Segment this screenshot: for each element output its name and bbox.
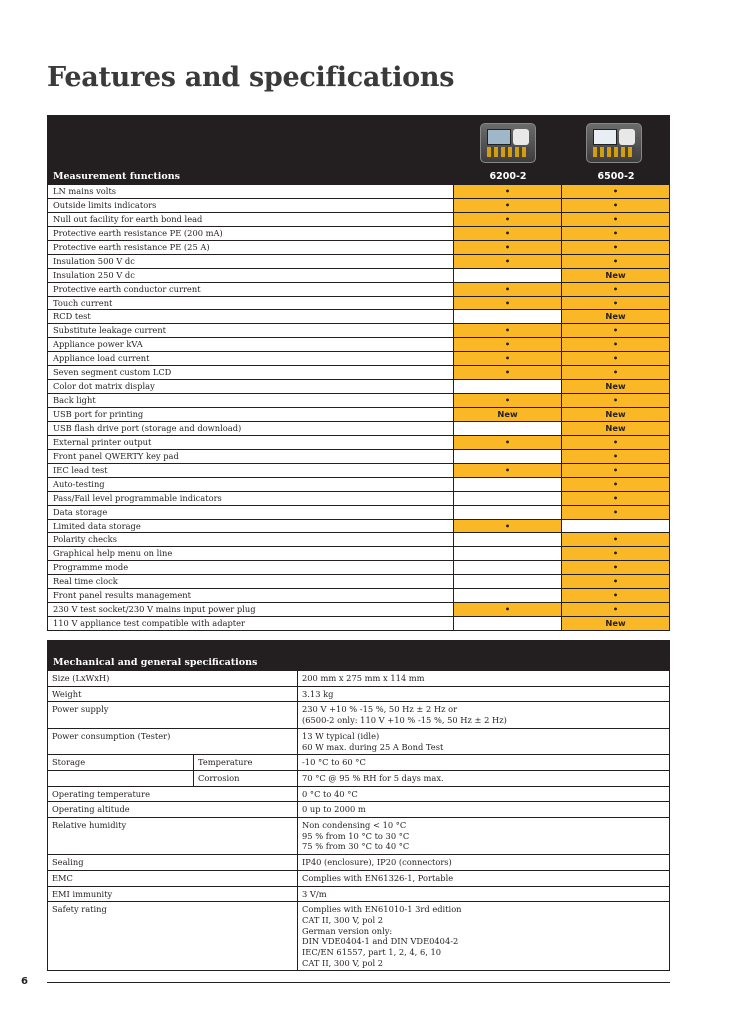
feature-label: Front panel QWERTY key pad [47,450,454,463]
measurement-functions-heading: Measurement functions [53,171,180,182]
spec-label: EMI immunity [48,887,298,902]
table-row [47,506,670,520]
cell-6200-2: • [454,255,562,268]
measurement-table-body [47,185,670,631]
table-row [47,283,670,297]
page-number: 6 [21,976,28,987]
spec-label: Safety rating [48,902,298,970]
cell-6500-2: • [562,352,670,365]
feature-label: Programme mode [47,561,454,574]
feature-label: USB port for printing [47,408,454,421]
cell-6500-2: • [562,533,670,546]
spec-value-line: IEC/EN 61557, part 1, 2, 4, 6, 10 [302,947,442,958]
cell-6200-2 [454,422,562,435]
feature-label: Polarity checks [47,533,454,546]
cell-6500-2: • [562,297,670,310]
cell-6500-2: • [562,506,670,519]
table-row [47,408,670,422]
cell-6200-2 [454,533,562,546]
cell-6500-2: • [562,394,670,407]
spec-row-sealing [47,855,670,871]
spec-value-line: IP40 (enclosure), IP20 (connectors) [302,857,452,868]
spec-label: Sealing [48,855,298,870]
feature-label: RCD test [47,310,454,323]
cell-6500-2: • [562,589,670,602]
cell-6200-2: • [454,436,562,449]
mechanical-specs-heading: Mechanical and general specifications [53,657,258,668]
cell-6200-2 [454,547,562,560]
cell-6500-2: • [562,227,670,240]
measurement-functions-table [47,115,670,631]
feature-label: Seven segment custom LCD [47,366,454,379]
table-row [47,241,670,255]
cell-6500-2: • [562,283,670,296]
table-row [47,464,670,478]
feature-label: USB flash drive port (storage and download) [47,422,454,435]
cell-6200-2: • [454,185,562,198]
table-row [47,561,670,575]
spec-row-storage [47,755,670,771]
spec-value-line: 200 mm x 275 mm x 114 mm [302,673,425,683]
spec-row-safety [47,902,670,971]
feature-label: Auto-testing [47,478,454,491]
feature-label: Front panel results management [47,589,454,602]
spec-value-line: (6500-2 only: 110 V +10 % -15 %, 50 Hz ± 2 Hz) [302,715,507,726]
table-row [47,617,670,631]
cell-6500-2: New [562,408,670,421]
spec-label: Power consumption (Tester) [48,729,298,754]
cell-6500-2: • [562,575,670,588]
spec-value-line: Complies with EN61326-1, Portable [302,872,454,883]
spec-label: Storage [48,755,194,770]
spec-row-op-temp [47,787,670,803]
feature-label: Null out facility for earth bond lead [47,213,454,226]
feature-label: Data storage [47,506,454,519]
spec-value-line: 0 °C to 40 °C [302,788,358,799]
cell-6500-2: • [562,255,670,268]
spec-value-line: 3 V/m [302,888,327,899]
spec-row-weight [47,687,670,703]
column-6500-2: 6500-2 [597,171,635,182]
spec-row-emc [47,871,670,887]
column-6200-2: 6200-2 [489,171,527,182]
cell-6500-2: • [562,436,670,449]
spec-row-power-supply [47,702,670,728]
cell-6200-2 [454,589,562,602]
spec-value [298,902,669,970]
feature-label: Appliance load current [47,352,454,365]
cell-6200-2: New [454,408,562,421]
spec-label: Power supply [48,702,298,727]
feature-label: Appliance power kVA [47,338,454,351]
feature-label: Color dot matrix display [47,380,454,393]
table-row [47,478,670,492]
cell-6200-2 [454,492,562,505]
feature-label: Outside limits indicators [47,199,454,212]
cell-6200-2 [454,269,562,282]
feature-label: Insulation 250 V dc [47,269,454,282]
spec-label: Operating temperature [48,787,298,802]
cell-6200-2: • [454,464,562,477]
spec-value-line: 230 V +10 % -15 %, 50 Hz ± 2 Hz or [302,704,458,715]
mechanical-table-body [47,671,670,971]
spec-value-line: CAT II, 300 V, pol 2 [302,957,384,968]
spec-row-power-consumption [47,729,670,755]
table-row [47,213,670,227]
feature-label: Protective earth resistance PE (25 A) [47,241,454,254]
feature-label: Touch current [47,297,454,310]
table-row [47,547,670,561]
cell-6500-2: New [562,380,670,393]
cell-6200-2: • [454,366,562,379]
cell-6500-2: • [562,338,670,351]
spec-sublabel: Temperature [194,755,298,770]
cell-6500-2: • [562,185,670,198]
cell-6200-2 [454,450,562,463]
table-row [47,380,670,394]
tester-6200-2-image [480,123,536,163]
spec-value [298,818,669,854]
table-row [47,589,670,603]
feature-label: Protective earth conductor current [47,283,454,296]
spec-value [298,855,669,870]
table-row [47,366,670,380]
cell-6500-2: • [562,478,670,491]
mechanical-table-header [47,640,670,671]
spec-row-size [47,671,670,687]
mechanical-specifications-table [47,640,670,971]
spec-value-line: 0 up to 2000 m [302,804,366,815]
cell-6200-2: • [454,199,562,212]
cell-6200-2: • [454,241,562,254]
spec-value-line: 3.13 kg [302,688,334,699]
spec-value-line: 13 W typical (idle) [302,730,380,741]
cell-6500-2: • [562,603,670,616]
spec-label [48,771,194,786]
cell-6200-2: • [454,213,562,226]
spec-value: -10 °C to 60 °C [302,757,366,768]
cell-6500-2: • [562,450,670,463]
cell-6500-2: • [562,213,670,226]
cell-6500-2: New [562,617,670,630]
spec-value-line: 95 % from 10 °C to 30 °C [302,830,410,841]
feature-label: Back light [47,394,454,407]
spec-value [298,702,669,727]
cell-6500-2: • [562,324,670,337]
cell-6200-2: • [454,297,562,310]
cell-6200-2 [454,478,562,491]
spec-row-humidity [47,818,670,855]
table-row [47,575,670,589]
spec-label: Size (LxWxH) [48,671,298,686]
feature-label: Limited data storage [47,520,454,533]
table-row [47,185,670,199]
table-row [47,310,670,324]
cell-6200-2 [454,380,562,393]
table-row [47,533,670,547]
feature-label: Protective earth resistance PE (200 mA) [47,227,454,240]
spec-row-op-alt [47,802,670,818]
cell-6500-2 [562,520,670,533]
table-row [47,352,670,366]
table-row [47,227,670,241]
cell-6200-2 [454,310,562,323]
cell-6200-2: • [454,603,562,616]
cell-6200-2: • [454,352,562,365]
cell-6500-2: • [562,561,670,574]
table-row [47,520,670,534]
measurement-table-header [47,115,670,185]
feature-label: Substitute leakage current [47,324,454,337]
table-row [47,450,670,464]
cell-6200-2 [454,561,562,574]
cell-6200-2 [454,617,562,630]
feature-label: Pass/Fail level programmable indicators [47,492,454,505]
cell-6500-2: New [562,310,670,323]
table-row [47,297,670,311]
spec-value-line: German version only: [302,925,393,936]
spec-label: Relative humidity [48,818,298,854]
spec-value [298,671,669,686]
cell-6200-2: • [454,338,562,351]
table-row [47,324,670,338]
table-row [47,603,670,617]
cell-6500-2: • [562,366,670,379]
cell-6200-2: • [454,394,562,407]
tester-6500-2-image [586,123,642,163]
spec-value [298,802,669,817]
cell-6200-2 [454,575,562,588]
cell-6500-2: New [562,269,670,282]
feature-label: 230 V test socket/230 V mains input power plug [47,603,454,616]
spec-value [298,729,669,754]
feature-label: Real time clock [47,575,454,588]
spec-label: EMC [48,871,298,886]
spec-value-line: Non condensing < 10 °C [302,820,407,831]
table-row [47,199,670,213]
spec-value-line: Complies with EN61010-1 3rd edition [302,904,462,915]
feature-label: Graphical help menu on line [47,547,454,560]
spec-value: 70 °C @ 95 % RH for 5 days max. [302,772,444,783]
spec-label: Operating altitude [48,802,298,817]
spec-row-emi [47,887,670,903]
cell-6200-2: • [454,520,562,533]
spec-value-line: CAT II, 300 V, pol 2 [302,914,384,925]
spec-value [298,887,669,902]
spec-value [298,871,669,886]
cell-6500-2: New [562,422,670,435]
spec-sublabel: Corrosion [194,771,298,786]
page-title: Features and specifications [47,62,455,93]
cell-6200-2 [454,506,562,519]
spec-value [298,687,669,702]
spec-value-line: DIN VDE0404-1 and DIN VDE0404-2 [302,936,459,947]
feature-label: 110 V appliance test compatible with adapter [47,617,454,630]
spec-label: Weight [48,687,298,702]
table-row [47,255,670,269]
spec-value [298,787,669,802]
spec-value-line: 75 % from 30 °C to 40 °C [302,841,410,852]
table-row [47,422,670,436]
table-row [47,269,670,283]
feature-label: Insulation 500 V dc [47,255,454,268]
cell-6200-2: • [454,283,562,296]
table-row [47,338,670,352]
cell-6200-2: • [454,227,562,240]
feature-label: LN mains volts [47,185,454,198]
feature-label: External printer output [47,436,454,449]
spec-value-line: 60 W max. during 25 A Bond Test [302,741,444,752]
spec-row-storage [47,771,670,787]
cell-6500-2: • [562,241,670,254]
cell-6200-2: • [454,324,562,337]
cell-6500-2: • [562,464,670,477]
cell-6500-2: • [562,199,670,212]
cell-6500-2: • [562,492,670,505]
table-row [47,394,670,408]
table-row [47,492,670,506]
footer-divider [47,982,670,983]
feature-label: IEC lead test [47,464,454,477]
table-row [47,436,670,450]
cell-6500-2: • [562,547,670,560]
